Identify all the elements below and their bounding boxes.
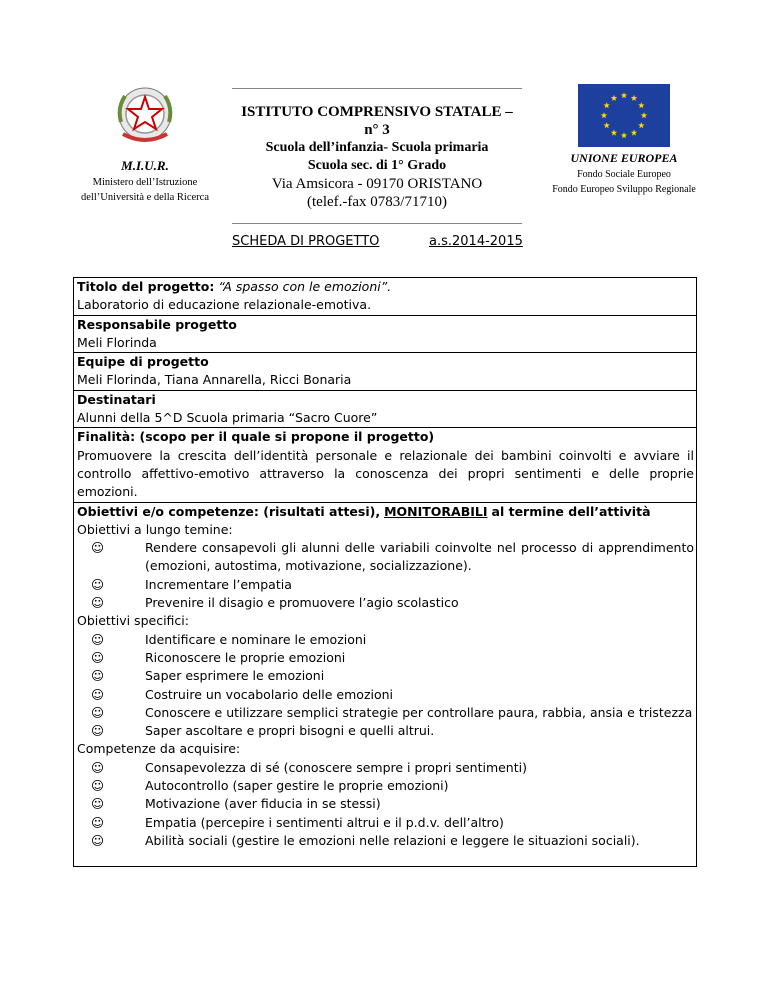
list-item [77, 594, 694, 612]
list-item [77, 576, 694, 594]
list-item-text: Empatia (percepire i sentimenti altrui e il p.d.v. dell’altro) [145, 814, 504, 830]
miur-title: M.I.U.R. [121, 158, 169, 173]
list-item [77, 667, 694, 685]
list-item-text: Saper ascoltare e propri bisogni e quelli altrui. [145, 723, 435, 739]
top-divider [232, 88, 522, 89]
smiley-icon: ☺ [91, 576, 105, 592]
ministero-line2: dell’Università e della Ricerca [81, 192, 209, 203]
bottom-divider [232, 223, 522, 224]
list-item [77, 631, 694, 649]
list-item-text: Incrementare l’empatia [145, 576, 292, 592]
list-item-text: Consapevolezza di sé (conoscere sempre i propri sentimenti) [145, 759, 527, 775]
list-item [77, 649, 694, 667]
finalita-value: Promuovere la crescita dell’identità personale e relazionale dei bambini coinvolti e avviare il controllo affettivo-emotivo attraverso la conoscenza dei propri sentimenti e delle proprie emozioni. [77, 447, 694, 500]
titolo-value: “A spasso con le emozioni”. [218, 279, 392, 294]
list-item [77, 814, 694, 832]
list-item [77, 704, 694, 722]
obiettivi-label-c: al termine dell’attività [491, 503, 651, 519]
address: Via Amsicora - 09170 ORISTANO [271, 176, 483, 192]
smiley-icon: ☺ [91, 759, 105, 775]
row-equipe [74, 352, 696, 390]
smiley-icon: ☺ [91, 796, 105, 812]
list-item-text: Riconoscere le proprie emozioni [145, 649, 346, 665]
scheda-title: SCHEDA DI PROGETTO [232, 234, 380, 249]
titolo-subtitle: Laboratorio di educazione relazionale-emotiva. [77, 297, 372, 313]
smiley-icon: ☺ [91, 668, 105, 684]
list-item-text: Abilità sociali (gestire le emozioni nelle relazioni e leggere le situazioni sociali). [145, 832, 640, 848]
smiley-icon: ☺ [91, 832, 105, 848]
list-item-text: Costruire un vocabolario delle emozioni [145, 686, 394, 702]
row-finalita [74, 427, 696, 501]
list-item-text: Motivazione (aver fiducia in se stessi) [145, 796, 381, 812]
list-item-text: Autocontrollo (saper gestire le proprie emozioni) [145, 778, 449, 794]
project-table [73, 277, 697, 867]
titolo-label: Titolo del progetto: [77, 279, 215, 294]
list-item [77, 832, 694, 850]
list-item-text: Conoscere e utilizzare semplici strategie per controllare paura, rabbia, ansia e tristezza [145, 704, 693, 720]
smiley-icon: ☺ [91, 814, 105, 830]
finalita-label: Finalità: (scopo per il quale si propone il progetto) [77, 429, 435, 445]
list-item [77, 759, 694, 777]
obiettivi-label-a: Obiettivi e/o competenze: (risultati attesi), [77, 503, 381, 519]
responsabile-value: Meli Florinda [77, 334, 157, 350]
list-item-text: Prevenire il disagio e promuovere l’agio scolastico [145, 595, 459, 611]
lungo-termine-list [77, 539, 694, 612]
specifici-list [77, 631, 694, 741]
italian-republic-emblem-icon [109, 82, 181, 150]
equipe-label: Equipe di progetto [77, 354, 209, 370]
eu-block [544, 84, 704, 196]
competenze-list [77, 759, 694, 850]
smiley-icon: ☺ [91, 686, 105, 702]
row-obiettivi [74, 502, 696, 867]
destinatari-value: Alunni della 5^D Scuola primaria “Sacro Cuore” [77, 410, 378, 426]
smiley-icon: ☺ [91, 649, 105, 665]
eu-title: UNIONE EUROPEA [570, 151, 678, 165]
fesr-line: Fondo Europeo Sviluppo Regionale [552, 184, 696, 195]
smiley-icon: ☺ [91, 778, 105, 794]
fse-line: Fondo Sociale Europeo [577, 169, 671, 180]
list-item [77, 686, 694, 704]
document-heading [232, 234, 532, 249]
list-item [77, 777, 694, 795]
row-responsabile [74, 315, 696, 353]
list-item-text: Rendere consapevoli gli alunni delle variabili coinvolte nel processo di apprendimento (emozioni, autostima, motivazione, socializzazione). [145, 540, 694, 574]
institute-block [232, 88, 522, 224]
obiettivi-label-b: MONITORABILI [384, 503, 488, 519]
smiley-icon: ☺ [91, 595, 105, 611]
smiley-icon: ☺ [91, 704, 105, 720]
list-item [77, 539, 694, 576]
smiley-icon: ☺ [91, 631, 105, 647]
smiley-icon: ☺ [91, 540, 105, 556]
school-year: a.s.2014-2015 [429, 234, 523, 249]
list-item [77, 795, 694, 813]
row-destinatari [74, 390, 696, 428]
institute-number: n° 3 [364, 122, 390, 138]
school-secondary: Scuola sec. di 1° Grado [307, 158, 447, 173]
destinatari-label: Destinatari [77, 391, 156, 407]
list-item-text: Saper esprimere le emozioni [145, 668, 325, 684]
miur-block [70, 82, 220, 204]
list-item [77, 722, 694, 740]
list-item-text: Identificare e nominare le emozioni [145, 631, 367, 647]
row-titolo [74, 278, 696, 315]
institute-name: ISTITUTO COMPRENSIVO STATALE – [241, 104, 513, 120]
smiley-icon: ☺ [91, 723, 105, 739]
specifici-heading: Obiettivi specifici: [77, 613, 189, 629]
responsabile-label: Responsabile progetto [77, 316, 237, 332]
competenze-heading: Competenze da acquisire: [77, 741, 241, 757]
equipe-value: Meli Florinda, Tiana Annarella, Ricci Bonaria [77, 372, 352, 388]
ministero-line1: Ministero dell’Istruzione [92, 177, 198, 188]
school-types: Scuola dell’infanzia- Scuola primaria [265, 140, 489, 155]
phone-fax: (telef.-fax 0783/71710) [307, 194, 447, 210]
eu-flag-icon [578, 84, 670, 147]
lungo-termine-heading: Obiettivi a lungo temine: [77, 521, 233, 537]
